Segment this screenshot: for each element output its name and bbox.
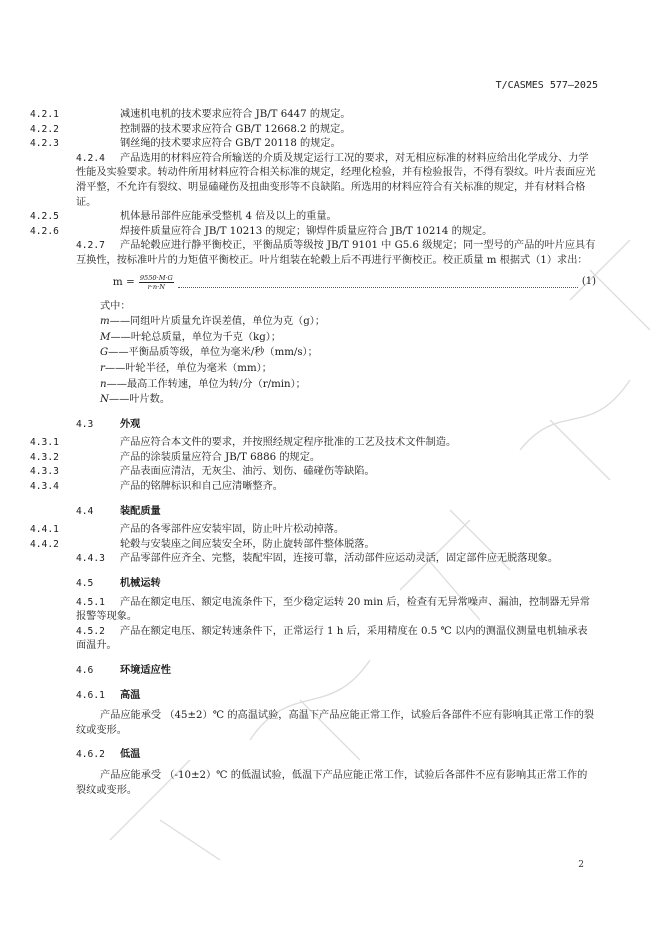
clause-4-4-2: 4.4.2 轮毂与安装座之间应装安全环，防止旋转部件整体脱落。 (30, 538, 375, 550)
subsection-heading-4-6-1: 4.6.1 高温 (76, 689, 141, 701)
clause-4-2-3: 4.2.3 钢丝绳的技术要求应符合 GB/T 20118 的规定。 (30, 138, 341, 150)
variable-item: G——平衡品质等级，单位为毫米/秒（mm/s）； (100, 347, 318, 359)
standard-number: T/CASMES 577—2025 (495, 80, 598, 91)
variable-item: r——叶轮半径，单位为毫米（mm）； (100, 362, 272, 374)
variable-item: N——叶片数。 (100, 394, 171, 406)
formula-denominator: r·n·N (147, 283, 166, 292)
document-body (30, 108, 596, 808)
clause-4-6-2-text: 产品应能承受 （-10±2）℃ 的低温试验，低温下产品应能正常工作，试验后各部件不应有影响其正常工作的裂纹或变形。 (76, 769, 588, 796)
section-heading-4-5: 4.5 机械运转 (76, 578, 161, 590)
formula-number: (1) (581, 276, 596, 288)
clause-4-2-2: 4.2.2 控制器的技术要求应符合 GB/T 12668.2 的规定。 (30, 123, 351, 135)
formula-numerator: 9550·M·G (139, 274, 173, 283)
formula-leader (178, 277, 578, 288)
section-heading-4-3: 4.3 外观 (76, 418, 141, 430)
where-label: 式中： (100, 300, 131, 312)
clause-4-4-1: 4.4.1 产品的各零部件应安装牢固，防止叶片松动掉落。 (30, 524, 345, 536)
clause-4-2-6: 4.2.6 焊接件质量应符合 JB/T 10213 的规定；铆焊件质量应符合 JB/T 10214 的规定。 (30, 225, 493, 237)
clause-4-2-1: 4.2.1 减速机电机的技术要求应符合 JB/T 6447 的规定。 (30, 109, 351, 120)
clause-4-2-5: 4.2.5 机体悬吊部件应能承受整机 4 倍及以上的重量。 (30, 211, 337, 223)
subsection-heading-4-6-2: 4.6.2 低温 (76, 749, 141, 761)
clause-4-6-1-text: 产品应能承受 （45±2）℃ 的高温试验，高温下产品应能正常工作，试验后各部件不应有影响其正常工作的裂纹或变形。 (76, 710, 595, 736)
formula-lhs: m = (112, 276, 135, 289)
clause-4-5-1: 4.5.1 产品在额定电压、额定电流条件下，至少稳定运转 20 min 后，检查有无异常噪声、漏油，控制器无异常报警等现象。 (76, 596, 591, 623)
clause-4-2-4: 4.2.4 产品选用的材料应符合所输送的介质及规定运行工况的要求，对无相应标准的材料应给出化学成分、力学性能及实验要求。转动件所用材料应符合相关标准的规定，经理化检验，并有检验报告，不得有裂纹。叶片表面应光滑平整，不允许有裂纹、明显磕碰伤及扭曲变形等不良缺陷。所选用的材料应符合有关标准的规定，并有材料合格证。 (76, 152, 596, 208)
variable-item: M——叶轮总质量，单位为千克（kg）； (100, 331, 282, 343)
section-heading-4-6: 4.6 环境适应性 (76, 665, 171, 676)
variable-item: m——同组叶片质量允许误差值，单位为克（g）； (100, 316, 326, 328)
formula-fraction (139, 274, 174, 291)
clause-4-5-2: 4.5.2 产品在额定电压、额定转速条件下，正常运行 1 h 后，采用精度在 0.5 ℃ 以内的测温仪测量电机轴承表面温升。 (76, 625, 588, 652)
variable-item: n——最高工作转速，单位为转/分（r/min）； (100, 378, 306, 390)
clause-4-3-1: 4.3.1 产品应符合本文件的要求，并按照经规定程序批准的工艺及技术文件制造。 (30, 437, 457, 449)
clause-4-3-4: 4.3.4 产品的铭牌标识和自己应清晰整齐。 (30, 481, 283, 493)
clause-4-3-3: 4.3.3 产品表面应清洁，无灰尘、油污、划伤、磕碰伤等缺陷。 (30, 466, 375, 478)
section-heading-4-4: 4.4 装配质量 (76, 505, 161, 517)
formula-1 (76, 271, 596, 295)
clause-4-4-3: 4.4.3 产品零部件应齐全、完整，装配牢固，连接可靠，活动部件应运动灵活，固定部件应无脱落现象。 (76, 553, 559, 565)
clause-4-2-7: 4.2.7 产品轮毂应进行静平衡校正，平衡品质等级按 JB/T 9101 中 G5.6 级规定；同一型号的产品的叶片应具有互换性，按标准叶片的力矩值平衡校正。叶片组装在轮毂上后不再进行平衡校正。校正质量 m 根据式（1）求出： (76, 240, 596, 266)
clause-4-3-2: 4.3.2 产品的涂装质量应符合 JB/T 6886 的规定。 (30, 451, 321, 463)
page-number: 2 (578, 860, 584, 870)
variable-list (100, 299, 596, 408)
